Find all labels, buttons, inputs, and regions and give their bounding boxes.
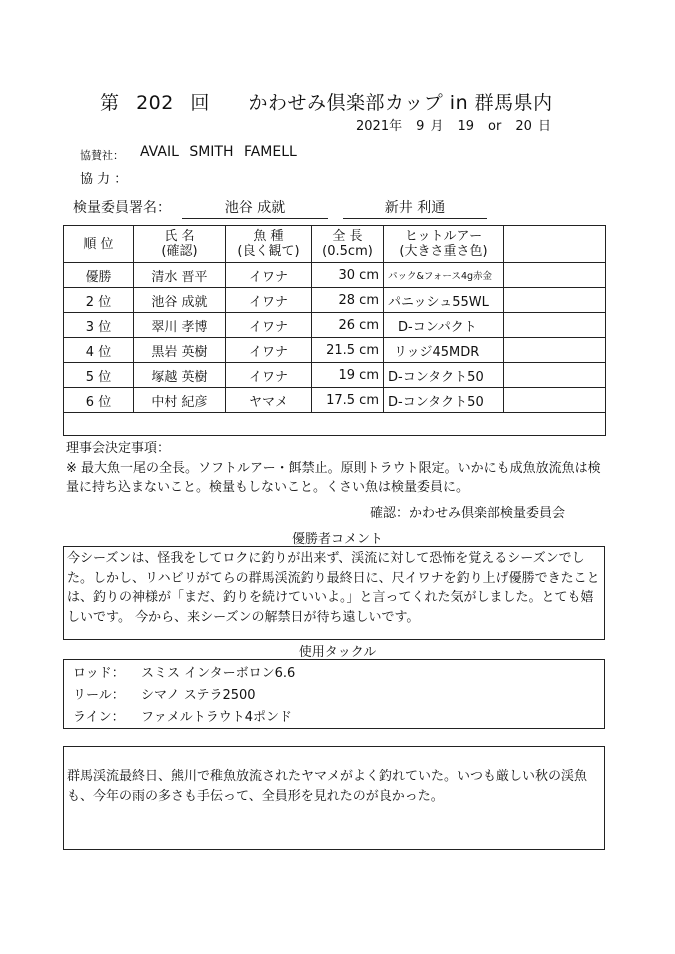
date-month: 9 月 [416, 119, 444, 134]
cell-extra [504, 313, 606, 338]
inspector-signature-2: 新井 利通 [343, 197, 487, 219]
cell-species: イワナ [226, 338, 312, 363]
note-box [63, 746, 605, 850]
confirmation-text: 確認：かわせみ倶楽部検量委員会 [370, 506, 566, 521]
cell-length: 26 cm [312, 313, 384, 338]
header-species: 魚 種 (良く観て) [226, 226, 312, 263]
cell-species: イワナ [226, 363, 312, 388]
table-row-blank [64, 413, 606, 436]
cell-rank: 6 位 [64, 388, 134, 413]
cell-rank: 3 位 [64, 313, 134, 338]
reel-value: シマノ ステラ2500 [141, 688, 256, 703]
header-name: 氏 名 (確認) [134, 226, 226, 263]
results-table [63, 225, 606, 436]
table-row [64, 288, 606, 313]
header-rank: 順 位 [64, 226, 134, 263]
cell-extra [504, 263, 606, 288]
cell-extra [504, 338, 606, 363]
cell-length: 21.5 cm [312, 338, 384, 363]
date-day1: 19 [457, 119, 475, 134]
cell-extra [504, 388, 606, 413]
tackle-box [63, 659, 605, 729]
date-or: or [488, 119, 502, 134]
cell-rank: 5 位 [64, 363, 134, 388]
blank-cell [64, 413, 606, 436]
table-row [64, 263, 606, 288]
cell-lure: パック&フォース4g赤金 [384, 263, 504, 288]
cell-name: 清水 晋平 [134, 263, 226, 288]
title-name: かわせみ倶楽部カップ in 群馬県内 [248, 92, 553, 114]
date-year: 2021年 [356, 119, 403, 134]
cell-species: イワナ [226, 288, 312, 313]
rules-label: 理事会決定事項： [66, 441, 171, 456]
table-row [64, 363, 606, 388]
table-row [64, 313, 606, 338]
rod-value: スミス インターボロン6.6 [141, 666, 296, 681]
cell-species: ヤマメ [226, 388, 312, 413]
cell-species: イワナ [226, 313, 312, 338]
title-kai: 回 [190, 92, 210, 114]
tackle-line-row [73, 706, 292, 725]
cell-name: 塚越 英樹 [134, 363, 226, 388]
cell-rank: 4 位 [64, 338, 134, 363]
cell-rank: 優勝 [64, 263, 134, 288]
date-day2: 20 日 [515, 119, 552, 134]
event-date [356, 115, 565, 134]
reel-label: リール： [73, 688, 125, 703]
note-text: 群馬渓流最終日、熊川で稚魚放流されたヤマメがよく釣れていた。いつも厳しい秋の渓魚も、今年の雨の多さも手伝って、全員形を見れたのが良かった。 [67, 769, 588, 804]
cooperation-label: 協 力 ： [80, 172, 128, 187]
cell-name: 池谷 成就 [134, 288, 226, 313]
document-title [100, 88, 553, 115]
rules-text: ※ 最大魚一尾の全長。ソフトルアー・餌禁止。原則トラウト限定。いかにも成魚放流魚は検量に持ち込まないこと。検量もしないこと。くさい魚は検量委員に。 [66, 461, 601, 495]
tackle-reel-row [73, 684, 256, 703]
cell-lure: D-コンタクト50 [384, 388, 504, 413]
cell-rank: 2 位 [64, 288, 134, 313]
inspector-label: 検量委員署名： [73, 200, 171, 216]
cell-lure: D-コンパクト [384, 313, 504, 338]
line-label: ライン： [73, 710, 125, 725]
rod-label: ロッド： [73, 666, 125, 681]
cell-extra [504, 288, 606, 313]
winner-comment-text: 今シーズンは、怪我をしてロクに釣りが出来ず、渓流に対して恐怖を覚えるシーズンでした。しかし、リハビリがてらの群馬渓流釣り最終日に、尺イワナを釣り上げ優勝できたことは、釣りの神様が「まだ、釣りを続けていいよ。」と言ってくれた気がしました。とても嬉しいです。 今から、来シーズンの解禁日が待ち遠しいです。 [67, 551, 600, 625]
line-value: ファメルトラウト4ポンド [141, 710, 293, 725]
cell-length: 30 cm [312, 263, 384, 288]
cell-name: 中村 紀彦 [134, 388, 226, 413]
table-row [64, 388, 606, 413]
title-number: 202 [136, 92, 174, 114]
header-lure: ヒットルアー (大きさ重さ色) [384, 226, 504, 263]
cell-length: 19 cm [312, 363, 384, 388]
inspector-signature-1: 池谷 成就 [182, 197, 328, 219]
tackle-rod-row [73, 662, 295, 681]
table-row [64, 338, 606, 363]
winner-comment-box [63, 546, 605, 640]
cell-species: イワナ [226, 263, 312, 288]
sponsor-label: 協賛社： [80, 149, 124, 162]
cell-lure: D-コンタクト50 [384, 363, 504, 388]
header-length: 全 長 (0.5cm) [312, 226, 384, 263]
header-extra [504, 226, 606, 263]
sponsor-names: AVAIL SMITH FAMELL [140, 144, 297, 160]
title-dai: 第 [100, 92, 120, 114]
cell-name: 黒岩 英樹 [134, 338, 226, 363]
cell-extra [504, 363, 606, 388]
tackle-title: 使用タックル [298, 645, 377, 660]
cell-lure: リッジ45MDR [384, 338, 504, 363]
cell-length: 28 cm [312, 288, 384, 313]
cell-lure: パニッシュ55WL [384, 288, 504, 313]
cell-length: 17.5 cm [312, 388, 384, 413]
winner-comment-title: 優勝者コメント [291, 532, 383, 547]
table-header-row [64, 226, 606, 263]
cell-name: 翠川 孝博 [134, 313, 226, 338]
